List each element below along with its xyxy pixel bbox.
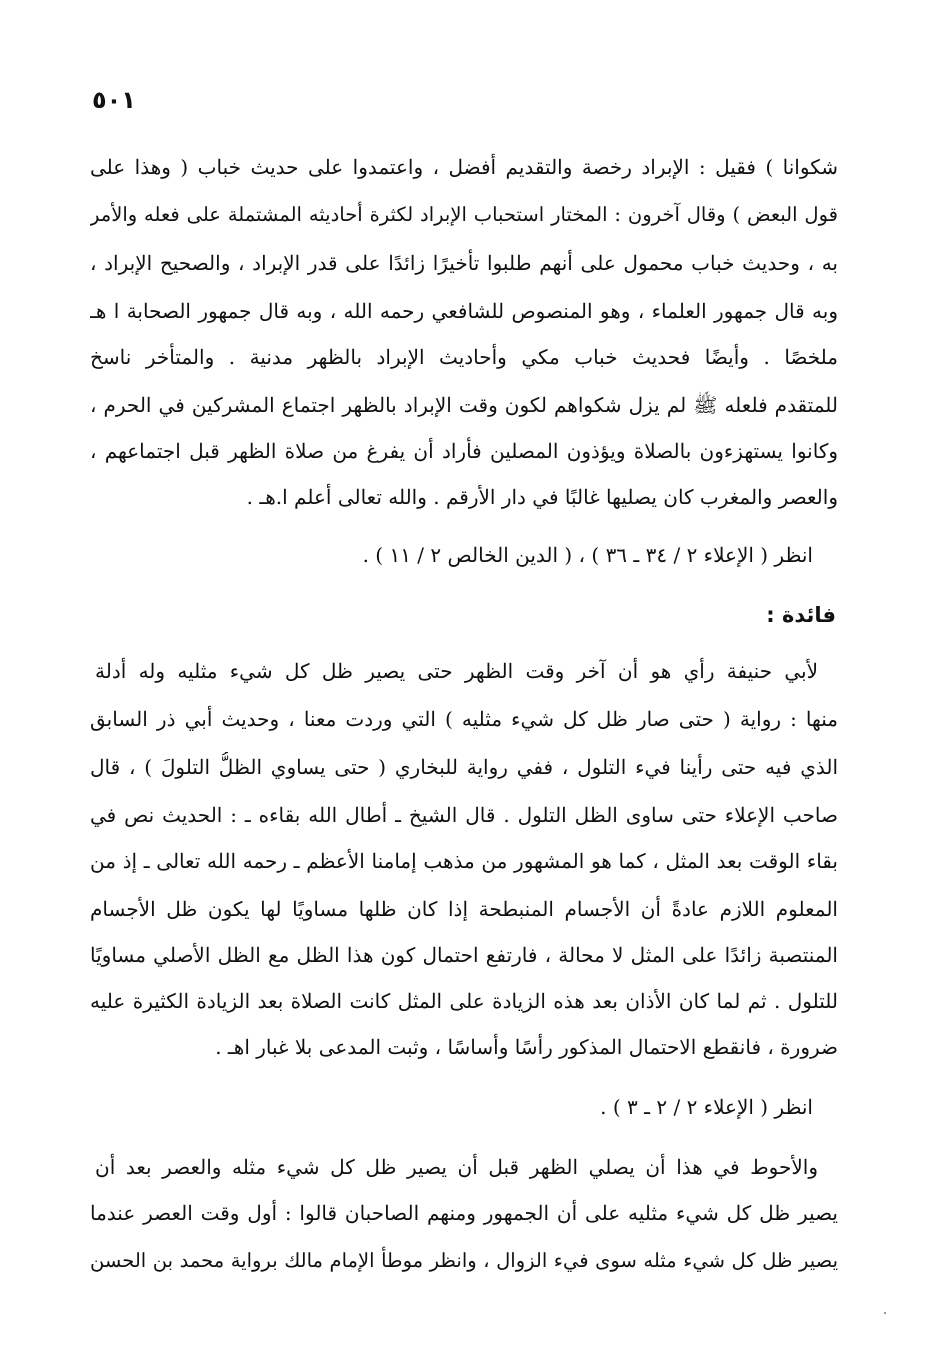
page-number: ٥٠١	[92, 86, 136, 114]
section-heading: فائدة :	[766, 603, 836, 627]
text-line: للمتقدم فلعله ﷺ لم يزل شكواهم لكون وقت الإبراد بالظهر اجتماع المشركين في الحرم ،	[90, 393, 838, 417]
text-line: ضرورة ، فانقطع الاحتمال المذكور رأسًا وأساسًا ، وثبت المدعى بلا غبار اهـ .	[215, 1035, 838, 1059]
text-line: والعصر والمغرب كان يصليها غالبًا في دار الأرقم . والله تعالى أعلم ا.هـ .	[246, 485, 838, 509]
reference-note: انظر ( الإعلاء ٢ / ٣٤ ـ ٣٦ ) ، ( الدين الخالص ٢ / ١١ ) .	[362, 543, 813, 567]
text-line: الذي فيه حتى رأينا فيء التلول ، ففي رواية للبخاري ( حتى يساوي الظلُّ التلولَ ) ، قال	[90, 755, 838, 779]
text-line: لأبي حنيفة رأي هو أن آخر وقت الظهر حتى يصير ظل كل شيء مثليه وله أدلة	[95, 659, 818, 683]
text-line: يصير ظل كل شيء مثليه على أن الجمهور ومنهم الصاحبان قالوا : أول وقت العصر عندما	[90, 1201, 838, 1225]
text-line: شكوانا ) فقيل : الإبراد رخصة والتقديم أفضل ، واعتمدوا على حديث خباب ( وهذا على	[90, 155, 838, 179]
text-line: به ، وحديث خباب محمول على أنهم طلبوا تأخيرًا زائدًا على قدر الإبراد ، والصحيح الإبراد ،	[90, 251, 838, 275]
text-line: ملخصًا . وأيضًا فحديث خباب مكي وأحاديث الإبراد بالظهر مدنية . والمتأخر ناسخ	[90, 345, 838, 369]
text-line: المنتصبة زائدًا على المثل لا محالة ، فارتفع احتمال كون هذا الظل مع الظل الأصلي مساويًا	[90, 943, 838, 967]
reference-note: انظر ( الإعلاء ٢ / ٢ ـ ٣ ) .	[600, 1095, 813, 1119]
text-line: للتلول . ثم لما كان الأذان بعد هذه الزيادة على المثل كانت الصلاة بعد الزيادة الكثيرة عليه	[90, 989, 838, 1013]
text-line: المعلوم اللازم عادةً أن الأجسام المنبطحة إذا كان ظلها مساويًا لها يكون ظل الأجسام	[90, 897, 838, 921]
text-line: وكانوا يستهزءون بالصلاة ويؤذون المصلين فأراد أن يفرغ من صلاة الظهر قبل اجتماعهم ،	[90, 439, 838, 463]
text-line: والأحوط في هذا أن يصلي الظهر قبل أن يصير ظل كل شيء مثله والعصر بعد أن	[95, 1155, 818, 1179]
text-line: منها : رواية ( حتى صار ظل كل شيء مثليه ) التي وردت معنا ، وحديث أبي ذر السابق	[90, 707, 838, 731]
text-line: بقاء الوقت بعد المثل ، كما هو المشهور من مذهب إمامنا الأعظم ـ رحمه الله تعالى ـ إذ من	[90, 849, 838, 873]
text-line: وبه قال جمهور العلماء ، وهو المنصوص للشافعي رحمه الله ، وبه قال جمهور الصحابة ا هـ	[90, 299, 838, 323]
scan-speck	[884, 1312, 886, 1314]
text-line: صاحب الإعلاء حتى ساوى الظل التلول . قال الشيخ ـ أطال الله بقاءه ـ : الحديث نص في	[90, 803, 838, 827]
text-line: يصير ظل كل شيء مثله سوى فيء الزوال ، وانظر موطأ الإمام مالك برواية محمد بن الحسن	[90, 1249, 838, 1272]
text-line: قول البعض ) وقال آخرون : المختار استحباب الإبراد لكثرة أحاديثه المشتملة على فعله والأمر	[90, 203, 838, 226]
